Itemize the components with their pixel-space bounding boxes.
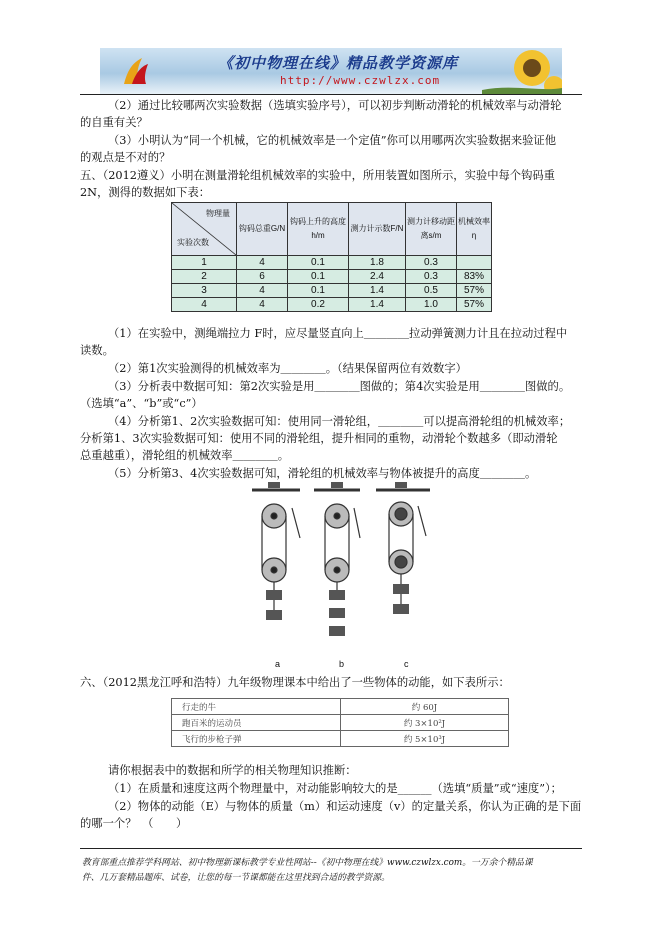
header-banner — [100, 48, 562, 94]
table-cell: 0.1 — [288, 270, 349, 284]
table-cell: 83% — [457, 270, 492, 284]
question-2-line1: （2）通过比较哪两次实验数据（选填实验序号），可以初步判断动滑轮的机械效率与动滑轮 — [108, 99, 562, 112]
table-cell: 4 — [237, 284, 288, 298]
inference-2-line2: 的哪一个？ （ ） — [80, 817, 188, 830]
header-rule — [80, 94, 582, 95]
table-cell: 1.4 — [349, 284, 406, 298]
table-row — [172, 270, 492, 284]
answer-1-line2: 读数。 — [80, 344, 114, 357]
pulley-system-figure — [252, 478, 432, 646]
section-5-line1: 五、（2012遵义）小明在测量滑轮组机械效率的实验中，所用装置如图所示，实验中每个钩码重 — [80, 169, 555, 182]
table-cell: 4 — [237, 256, 288, 270]
table-cell: 0.3 — [406, 270, 457, 284]
banner-url: http://www.czwlzx.com — [280, 74, 441, 87]
inference-2-line1: （2）物体的动能（E）与物体的质量（m）和运动速度（v）的定量关系，你认为正确的是下面 — [108, 800, 582, 813]
question-3-line2: 的观点是不对的？ — [80, 151, 171, 164]
sunflower-icon — [482, 48, 562, 94]
answer-2: （2）第1次实验测得的机械效率为＿＿＿＿。（结果保留两位有效数字） — [108, 362, 467, 375]
table-cell: 2 — [172, 270, 237, 284]
table-row — [172, 256, 492, 270]
table-cell: 3 — [172, 284, 237, 298]
table-cell — [457, 256, 492, 270]
table-header: 测力计移动距离s/m — [406, 203, 457, 256]
footer-rule — [80, 848, 582, 849]
banner-title: 《初中物理在线》精品教学资源库 — [218, 54, 459, 72]
table-row — [172, 284, 492, 298]
answer-3-line2: （选填“a”、“b”或“c”） — [80, 397, 203, 410]
diag-header-quantity: 物理量 — [206, 209, 230, 218]
answer-3-line1: （3）分析表中数据可知：第2次实验是用＿＿＿＿图做的；第4次实验是用＿＿＿＿图做的。 — [108, 380, 571, 393]
table-cell: 约 5×10³J — [341, 731, 509, 747]
table-row — [172, 699, 509, 715]
footer-line1: 教育部重点推荐学科网站、初中物理新课标教学专业性网站--《初中物理在线》www.czwlzx.com。一万余个精品课 — [82, 858, 533, 868]
answer-4-line2: 分析第1、3次实验数据可知：使用不同的滑轮组，提升相同的重物，动滑轮个数越多（即动滑轮 — [80, 432, 558, 445]
table-header: 钩码上升的高度h/m — [288, 203, 349, 256]
figure-label-a: a — [275, 659, 281, 669]
table-cell: 1.0 — [406, 298, 457, 312]
section-5-line2: 2N，测得的数据如下表： — [80, 186, 211, 199]
figure-label-b: b — [339, 659, 345, 669]
table-cell: 飞行的步枪子弹 — [172, 731, 341, 747]
table-cell: 2.4 — [349, 270, 406, 284]
table-cell: 0.2 — [288, 298, 349, 312]
answer-1-line1: （1）在实验中，测绳端拉力 F时，应尽量竖直向上＿＿＿＿拉动弹簧测力计且在拉动过程中 — [108, 327, 568, 340]
diag-header-trial: 实验次数 — [177, 238, 209, 247]
table-cell: 4 — [237, 298, 288, 312]
table-row — [172, 731, 509, 747]
table-cell: 约 3×10²J — [341, 715, 509, 731]
table-cell: 跑百米的运动员 — [172, 715, 341, 731]
table-cell: 6 — [237, 270, 288, 284]
footer-line2: 件、几万套精品题库、试卷，让您的每一节课都能在这里找到合适的教学资源。 — [82, 873, 390, 883]
table-header: 测力计示数F/N — [349, 203, 406, 256]
table-cell: 0.1 — [288, 256, 349, 270]
table-cell: 57% — [457, 284, 492, 298]
inference-1: （1）在质量和速度这两个物理量中，对动能影响较大的是______（选填“质量”或“速度”）； — [108, 782, 562, 795]
table-cell: 0.3 — [406, 256, 457, 270]
site-logo-icon — [118, 54, 152, 88]
table-cell: 0.5 — [406, 284, 457, 298]
answer-4-line3: 总重越重），滑轮组的机械效率＿＿＿＿。 — [80, 449, 289, 462]
kinetic-energy-table — [171, 698, 509, 747]
question-2-line2: 的自重有关？ — [80, 116, 148, 129]
table-cell: 1.4 — [349, 298, 406, 312]
answer-5: （5）分析第3、4次实验数据可知，滑轮组的机械效率与物体被提升的高度＿＿＿＿。 — [108, 467, 537, 480]
inference-intro: 请你根据表中的数据和所学的相关物理知识推断： — [108, 764, 357, 777]
table-row — [172, 715, 509, 731]
figure-label-c: c — [404, 659, 409, 669]
table-cell: 1.8 — [349, 256, 406, 270]
table-diagonal-header — [172, 203, 237, 256]
table-header: 钩码总重G/N — [237, 203, 288, 256]
table-cell: 约 60J — [341, 699, 509, 715]
table-cell: 57% — [457, 298, 492, 312]
section-6-heading: 六、（2012黑龙江呼和浩特）九年级物理课本中给出了一些物体的动能，如下表所示： — [80, 676, 510, 689]
answer-4-line1: （4）分析第1、2次实验数据可知：使用同一滑轮组，＿＿＿＿可以提高滑轮组的机械效率； — [108, 415, 571, 428]
table-row — [172, 298, 492, 312]
table-header: 机械效率η — [457, 203, 492, 256]
table-cell: 0.1 — [288, 284, 349, 298]
table-cell: 1 — [172, 256, 237, 270]
question-3-line1: （3）小明认为“同一个机械，它的机械效率是一个定值”你可以用哪两次实验数据来验证他 — [108, 134, 557, 147]
table-cell: 4 — [172, 298, 237, 312]
table-cell: 行走的牛 — [172, 699, 341, 715]
pulley-data-table — [171, 202, 492, 312]
